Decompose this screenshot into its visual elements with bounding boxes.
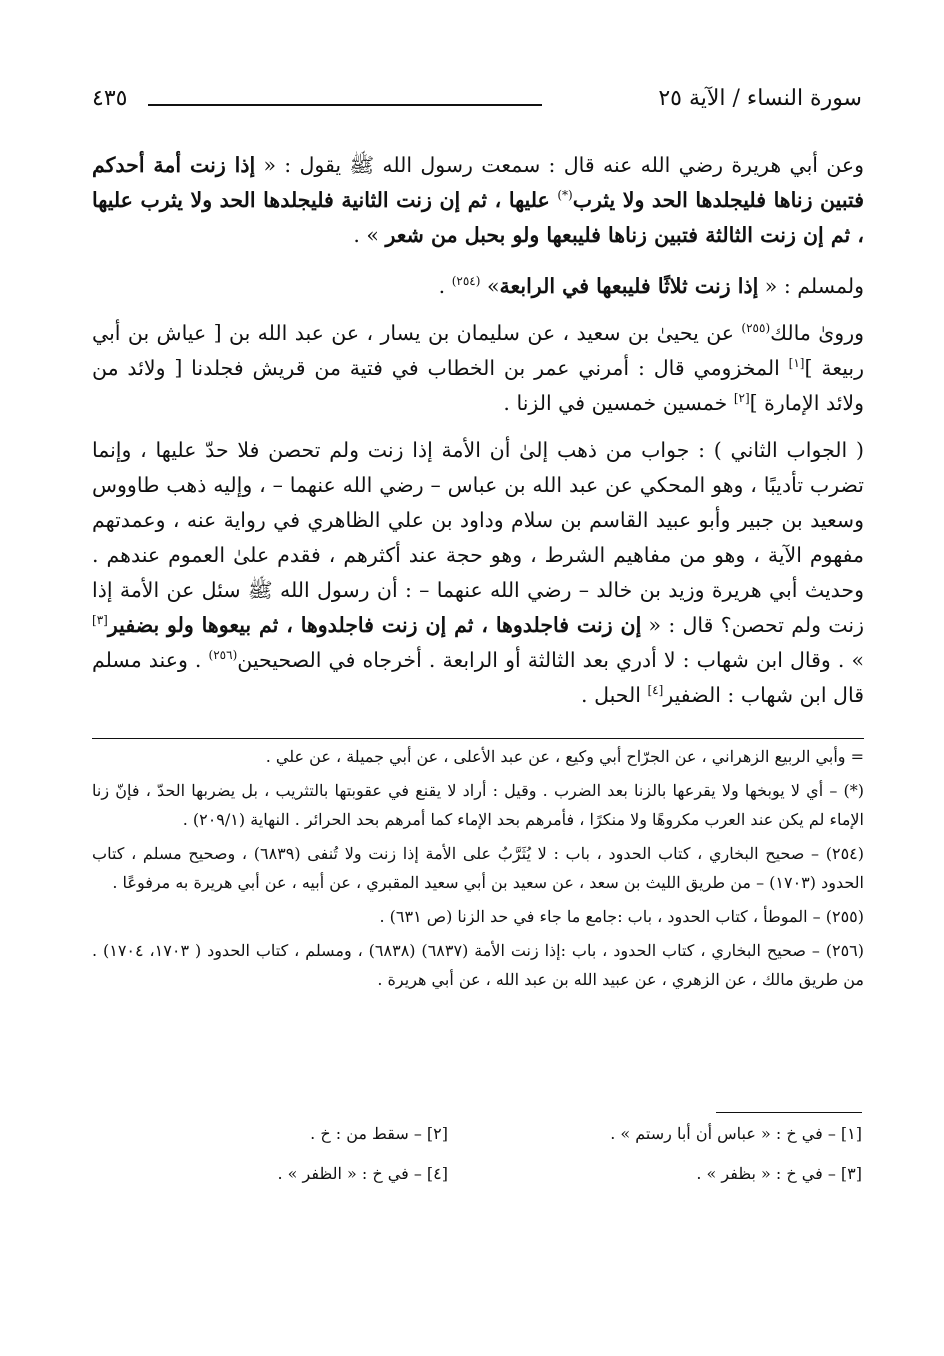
paragraph-malik: وروىٰ مالك$^{(٢٥٥)}$ عن يحيىٰ بن سعيد ، عن سليمان بن يسار ، عن عبد الله بن [ عياش بن أبي ربيعة ][١] المخزومي قال : أمرني عمر بن الخطاب في فتية من قريش فجلدنا [ ولائد من ولائد الإمارة ][٢] خمسين خمسين في الزنا .	[92, 321, 865, 415]
running-title: سورة النساء / الآية ٢٥	[658, 86, 862, 111]
manuscript-footnotes	[200, 1124, 862, 1204]
footnote-rule	[716, 1112, 862, 1113]
page-header	[92, 82, 862, 122]
notes-separator	[92, 738, 864, 739]
reference-marker-256[interactable]: (٢٥٦)	[208, 648, 238, 663]
header-rule	[148, 104, 542, 106]
footnote-marker-star[interactable]: (*)	[557, 188, 573, 203]
hadith-text: إن زنت فاجلدوها ، ثم إن زنت فاجلدوها ، ثم بيعوها ولو بضفير	[107, 613, 642, 637]
footnote-4: [٤] – في خ : « الظفر » .	[277, 1164, 448, 1183]
note-254: (٢٥٤) – صحيح البخاري ، كتاب الحدود ، باب : لا يُثَرَّبُ على الأمة إذا زنت ولا تُنفى (٦٨٣٩) ، وصحيح مسلم ، كتاب الحدود (١٧٠٣) – من طريق الليث بن سعد ، عن سعيد بن أبي سعيد المقبري ، عن أبيه ، عن أبي هريرة به مرفوعًا .	[92, 844, 864, 892]
main-text	[92, 148, 864, 725]
footnote-2: [٢] – سقط من : خ .	[310, 1124, 448, 1143]
footnote-marker-4[interactable]: [٤]	[647, 683, 664, 698]
reference-marker-254[interactable]: (٢٥٤)	[451, 274, 481, 289]
footnote-marker-1[interactable]: [١]	[788, 356, 805, 371]
paragraph-hadith-abu-hurayra: وعن أبي هريرة رضي الله عنه قال : سمعت رسول الله ﷺ يقول : « إذا زنت أمة أحدكم فتبين زناها فليجلدها الحد ولا يثرب(*) عليها ، ثم إن زنت الثانية فليجلدها الحد ولا يثرب عليها ، ثم إن زنت الثالثة فتبين زناها فليبعها ولو بحبل من شعر » .	[92, 153, 864, 247]
hadith-text: عليها ، ثم إن زنت الثانية فليجلدها الحد ولا يثرب عليها ، ثم إن زنت الثالثة فتبين زناها فليبعها ولو بحبل من شعر	[92, 188, 864, 247]
page-number: ٤٣٥	[92, 86, 128, 111]
paragraph-second-answer: ( الجواب الثاني ) : جواب من ذهب إلىٰ أن الأمة إذا زنت ولم تحصن فلا حدّ عليها ، وإنما تضرب تأديبًا ، وهو المحكي عن عبد الله بن عباس – رضي الله عنهما – ، وإليه ذهب طاووس وسعيد بن جبير وأبو عبيد القاسم بن سلام وداود بن علي الظاهري في رواية عنه ، وعمدتهم مفهوم الآية ، وهو من مفاهيم الشرط ، وهو حجة عند أكثرهم ، فقدم علىٰ العموم عندهم . وحديث أبي هريرة وزيد بن خالد – رضي الله عنهما – : أن رسول الله ﷺ سئل عن الأمة إذا زنت ولم تحصن؟ قال : « إن زنت فاجلدوها ، ثم إن زنت فاجلدوها ، ثم بيعوها ولو بضفير[٣] » . وقال ابن شهاب : لا أدري بعد الثالثة أو الرابعة . أخرجاه في الصحيحين$^{(٢٥٦)}$ . وعند مسلم قال ابن شهاب : الضفير[٤] الحبل .	[92, 438, 865, 707]
footnote-3: [٣] – في خ : « بظفر » .	[696, 1164, 862, 1183]
note-255: (٢٥٥) – الموطأ ، كتاب الحدود ، باب :جامع ما جاء في حد الزنا (ص ٦٣١) .	[379, 907, 864, 926]
footnote-marker-2[interactable]: [٢]	[733, 391, 750, 406]
note-star: (*) – أي لا يوبخها ولا يقرعها بالزنا بعد الضرب . وقيل : أراد لا يقنع في عقوبتها بالتثريب ، بل يضربها الحدّ ، فإنّ زنا الإماء لم يكن عند العرب مكروهًا ولا منكرًا ، فأمرهم بحد الإماء كما أمرهم بحد الحرائر . النهاية (٢٠٩/١) .	[92, 781, 864, 829]
paragraph-muslim: ولمسلم : « إذا زنت ثلاثًا فليبعها في الرابعة» $^{(٢٥٤)}$ .	[438, 274, 864, 298]
reference-notes	[92, 742, 864, 999]
hadith-text: إذا زنت أمة أحدكم فتبين زناها فليجلدها الحد ولا يثرب	[92, 153, 864, 212]
footnote-1: [١] – في خ : « عباس أن أبا رستم » .	[610, 1124, 862, 1143]
note-continuation: = وأبي الربيع الزهراني ، عن الجرّاح أبي وكيع ، عن عبد الأعلى ، عن أبي جميلة ، عن علي .	[265, 747, 864, 766]
note-256: (٢٥٦) – صحيح البخاري ، كتاب الحدود ، باب :إذا زنت الأمة (٦٨٣٧) (٦٨٣٨) ، ومسلم ، كتاب الحدود ( ١٧٠٣، ١٧٠٤) . من طريق مالك ، عن الزهري ، عن عبيد الله بن عبد الله ، عن أبي هريرة .	[92, 941, 865, 989]
hadith-text: إذا زنت ثلاثًا فليبعها في الرابعة	[499, 274, 759, 298]
footnote-marker-3[interactable]: [٣]	[92, 613, 108, 628]
reference-marker-255[interactable]: (٢٥٥)	[741, 321, 771, 336]
